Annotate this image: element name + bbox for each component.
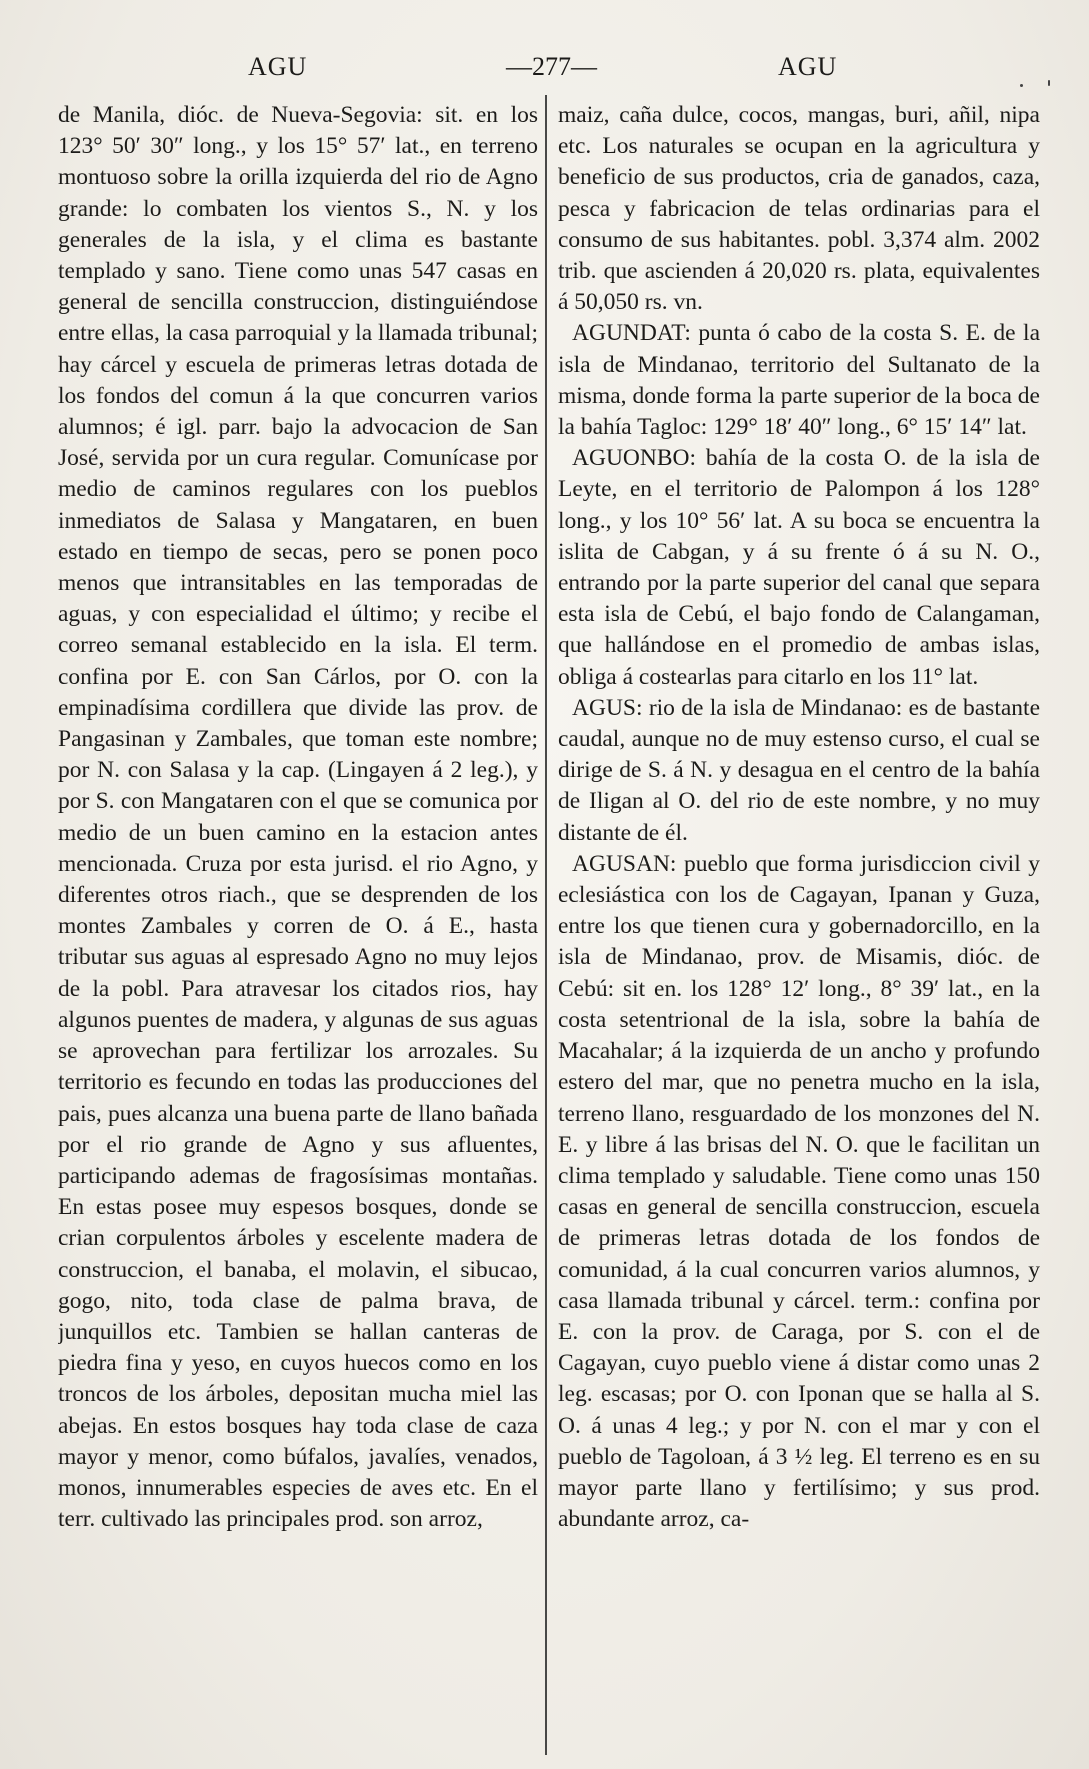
running-header — [60, 52, 1040, 92]
entry-aguonbo: AGUONBO: bahía de la costa O. de la isla de Leyte, en el territorio de Palompon á los 128° long., y los 10° 56′ lat. A su boca se encuentra la islita de Cabgan, y á su frente ó á su N. O., entrando por la parte superior del canal que separa esta isla de Cebú, el bajo fondo de Calangaman, que hallándose en el promedio de ambas islas, obliga á costearlas para citarlo en los 11° lat. — [558, 445, 1040, 690]
header-left-guideword: AGU — [248, 52, 308, 81]
entry-agundat: AGUNDAT: punta ó cabo de la costa S. E. de la isla de Mindanao, territorio del Sultanato de la misma, donde forma la parte superior de la boca de la bahía Tagloc: 129° 18′ 40″ long., 6° 15′ 14″ lat. — [558, 320, 1040, 441]
header-right-guideword: AGU — [778, 52, 838, 81]
entry-agus: AGUS: rio de la isla de Mindanao: es de bastante caudal, aunque no de muy estenso curso, el cual se dirige de S. á N. y desagua en el centro de la bahía de Iligan al O. del rio de este nombre, y no muy distante de él. — [558, 694, 1040, 846]
column-divider — [545, 95, 547, 1755]
paper-speck — [1020, 84, 1023, 87]
paper-speck — [1048, 80, 1050, 86]
left-paragraph: de Manila, dióc. de Nueva-Segovia: sit. en los 123° 50′ 30″ long., y los 15° 57′ lat., en terreno montuoso sobre la orilla izquierda del rio de Agno grande: lo combaten los vientos S., N. y los generales de la isla, y el clima es bastante templado y sano. Tiene como unas 547 casas en general de sencilla construccion, distinguiéndose entre ellas, la casa parroquial y la llamada tribunal; hay cárcel y escuela de primeras letras dotada de los fondos del comun á la que concurren varios alumnos; é igl. parr. bajo la advocacion de San José, servida por un cura regular. Comunícase por medio de caminos regulares con los pueblos inmediatos de Salasa y Mangataren, en buen estado en tiempo de secas, pero se ponen poco menos que intransitables en las temporadas de aguas, y con especialidad el último; y recibe el correo semanal establecido en la isla. El term. confina por E. con San Cárlos, por O. con la empinadísima cordillera que divide las prov. de Pangasinan y Zambales, que toman este nombre; por N. con Salasa y la cap. (Lingayen á 2 leg.), y por S. con Mangataren con el que se comunica por medio de un buen camino en la estacion antes mencionada. Cruza por esta jurisd. el rio Agno, y diferentes otros riach., que se desprenden de los montes Zambales y corren de O. á E., hasta tributar sus aguas al espresado Agno no muy lejos de la pobl. Para atravesar los citados rios, hay algunos puentes de madera, y algunas de sus aguas se aprovechan para fertilizar los arrozales. Su territorio es fecundo en todas las producciones del pais, pues alcanza una buena parte de llano bañada por el rio grande de Agno y sus afluentes, participando ademas de fragosísimas montañas. En estas posee muy espesos bosques, donde se crian corpulentos árboles y escelente madera de construccion, el banaba, el molavin, el sibucao, gogo, nito, toda clase de palma brava, de junquillos etc. Tambien se hallan canteras de piedra fina y yeso, en cuyos huecos como en los troncos de los árboles, depositan mucha miel las abejas. En estos bosques hay toda clase de caza mayor y menor, como búfalos, javalíes, venados, monos, innumerables especies de aves etc. En el terr. cultivado las principales prod. son arroz, — [58, 102, 538, 1533]
entry-agusan: AGUSAN: pueblo que forma jurisdiccion civil y eclesiástica con los de Cagayan, Ipanan y Guza, entre los que tienen cura y gobernadorcillo, en la isla de Mindanao, prov. de Misamis, dióc. de Cebú: sit en. los 128° 12′ long., 8° 39′ lat., en la costa setentrional de la isla, sobre la bahía de Macahalar; á la izquierda de un ancho y profundo estero del mar, que no penetra mucho en la isla, terreno llano, resguardado de los monzones del N. E. y libre á las brisas del N. O. que le facilitan un clima templado y saludable. Tiene como unas 150 casas en general de sencilla construccion, escuela de primeras letras dotada de los fondos de comunidad, á la cual concurren varios alumnos, y casa llamada tribunal y cárcel. term.: confina por E. con la prov. de Caraga, por S. con el de Cagayan, cuyo pueblo viene á distar como unas 2 leg. escasas; por O. con Iponan que se halla al S. O. á unas 4 leg.; y por N. con el mar y con el pueblo de Tagoloan, á 3 ½ leg. El terreno es en su mayor parte llano y fertilísimo; y sus prod. abundante arroz, ca- — [558, 850, 1040, 1533]
page-number: —277— — [506, 52, 597, 81]
left-column — [58, 100, 538, 1750]
right-paragraph-continuation: maiz, caña dulce, cocos, mangas, buri, añil, nipa etc. Los naturales se ocupan en la agricultura y beneficio de sus productos, cria de ganados, caza, pesca y fabricacion de telas ordinarias para el consumo de sus habitantes. pobl. 3,374 alm. 2002 trib. que ascienden á 20,020 rs. plata, equivalentes á 50,050 rs. vn. — [558, 102, 1040, 316]
right-column — [558, 100, 1040, 1750]
